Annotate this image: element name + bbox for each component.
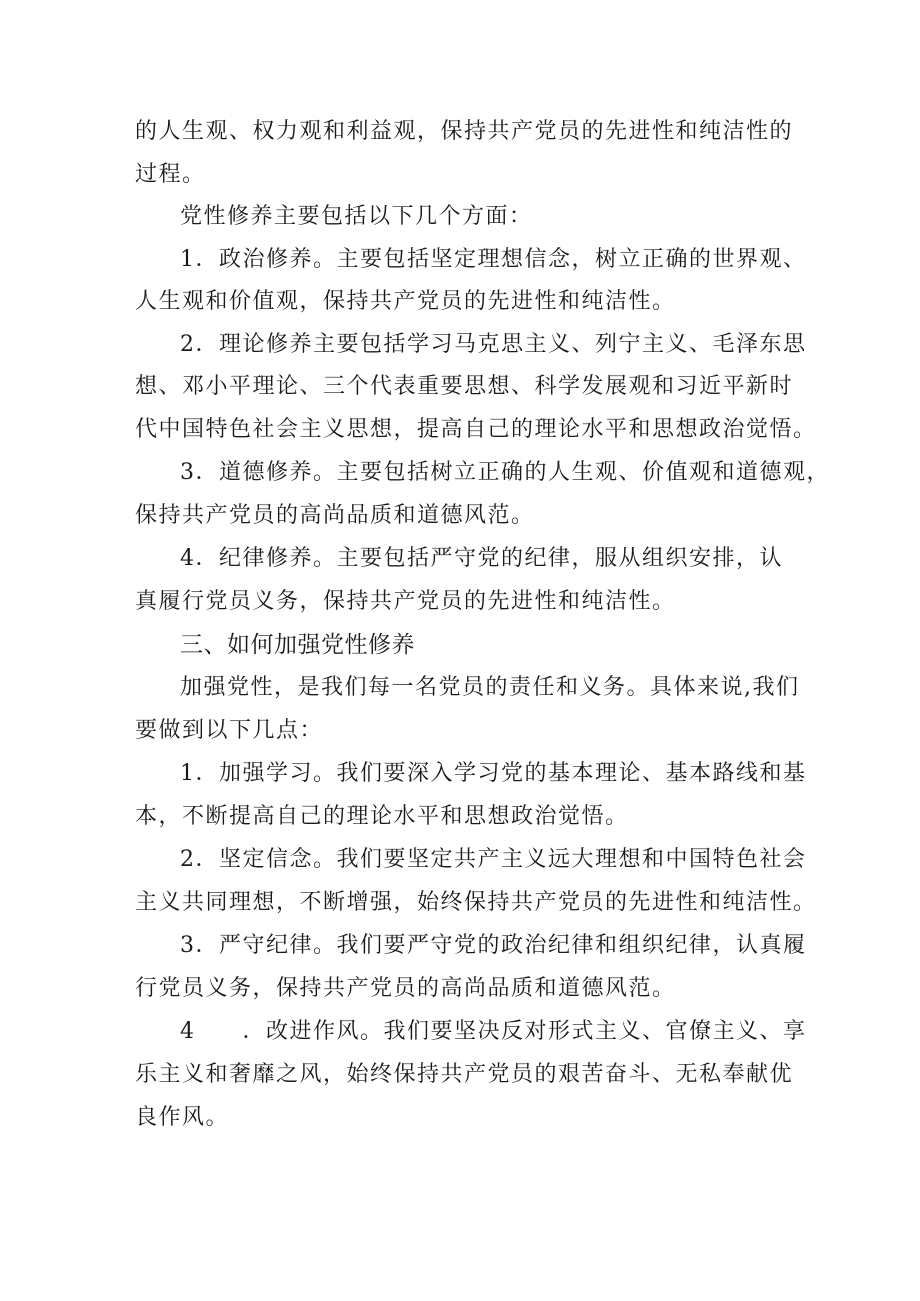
text-line: 行党员义务，保持共产党员的高尚品质和道德风范。 — [135, 976, 676, 1001]
text-line: 党性修养主要包括以下几个方面： — [180, 204, 533, 229]
text-line: 良作风。 — [135, 1105, 230, 1130]
text-line: 真履行党员义务，保持共产党员的先进性和纯洁性。 — [135, 589, 676, 614]
section-heading: 三、如何加强党性修养 — [180, 632, 415, 658]
text-line: 人生观和价值观，保持共产党员的先进性和纯洁性。 — [135, 289, 676, 314]
text-line: 乐主义和奢靡之风，始终保持共产党员的艰苦奋斗、无私奉献优 — [135, 1062, 794, 1087]
text-line: 过程。 — [135, 162, 206, 187]
list-item-start: 1．政治修养。主要包括坚定理想信念，树立正确的世界观、 — [180, 247, 807, 272]
text-line: 的人生观、权力观和利益观，保持共产党员的先进性和纯洁性的 — [135, 119, 794, 144]
text-line: 代中国特色社会主义思想，提高自己的理论水平和思想政治觉悟。 — [135, 417, 817, 442]
text-line: 加强党性，是我们每一名党员的责任和义务。具体来说,我们 — [180, 675, 800, 700]
list-item-start: 2．理论修养主要包括学习马克思主义、列宁主义、毛泽东思 — [180, 332, 807, 357]
list-item-start: 3．严守纪律。我们要严守党的政治纪律和组织纪律，认真履 — [180, 933, 807, 958]
text-line: 想、邓小平理论、三个代表重要思想、科学发展观和习近平新时 — [135, 374, 794, 399]
text-line: 保持共产党员的高尚品质和道德风范。 — [135, 503, 535, 528]
list-item-start: 4．纪律修养。主要包括严守党的纪律，服从组织安排，认 — [180, 546, 783, 571]
list-item-start: 3．道德修养。主要包括树立正确的人生观、价值观和道德观， — [180, 460, 830, 485]
text-line: 本，不断提高自己的理论水平和思想政治觉悟。 — [135, 804, 629, 829]
list-item-start: 4 ．改进作风。我们要坚决反对形式主义、官僚主义、享 — [180, 1019, 807, 1044]
text-line: 主义共同理想，不断增强，始终保持共产党员的先进性和纯洁性。 — [135, 890, 817, 915]
list-item-start: 2．坚定信念。我们要坚定共产主义远大理想和中国特色社会 — [180, 847, 807, 872]
text-line: 要做到以下几点： — [135, 718, 324, 743]
list-item-start: 1．加强学习。我们要深入学习党的基本理论、基本路线和基 — [180, 761, 807, 786]
